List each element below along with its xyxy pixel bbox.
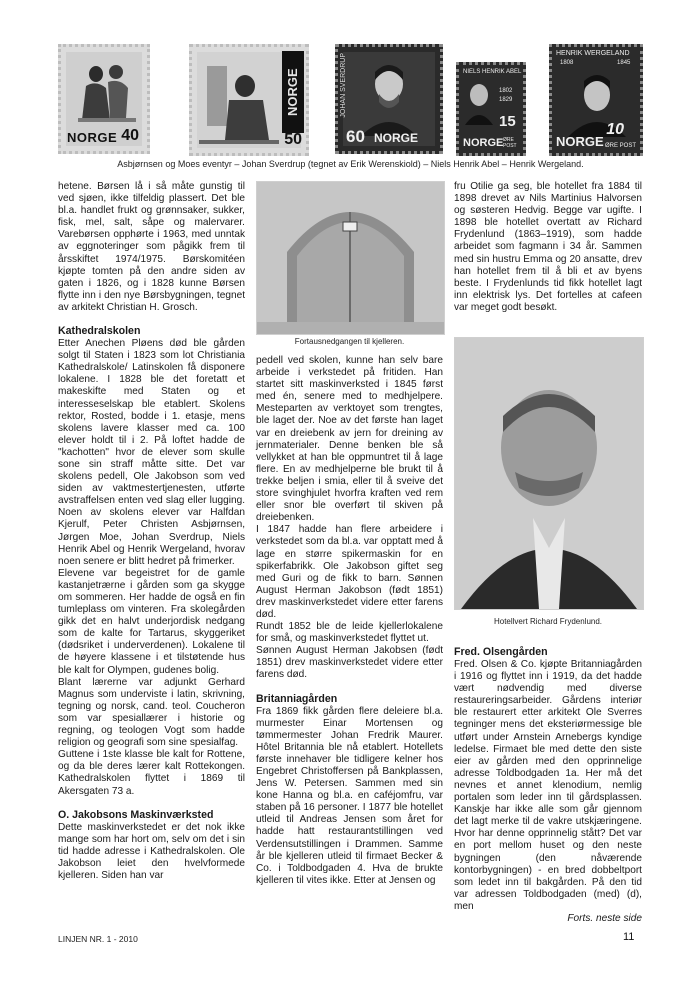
stamp-value: 10 [606,121,624,138]
column-1 [58,181,245,882]
stamp-country: NORGE [463,137,504,149]
heading-fred-olsengarden: Fred. Olsengården [454,646,548,658]
folk-dancers-illustration [68,58,146,128]
stamp-johan-sverdrup [335,44,443,154]
footer-journal: LINJEN NR. 1 - 2010 [58,934,138,944]
stamp-name: HENRIK WERGELAND [556,50,630,57]
stamp-years: 1808 1845 [560,60,631,66]
stamps-row [58,44,643,156]
heading-kathedralskolen: Kathedralskolen [58,325,141,338]
fairy-tale-illustration [199,56,279,146]
sverdrup-portrait [349,56,429,136]
column-2 [256,355,443,887]
stamp-name: NIELS HENRIK ABEL [463,69,522,75]
stamp-years: 1802 1829 [499,88,513,103]
cellar-door-image [257,182,444,334]
frydenlund-portrait [454,337,644,610]
abel-portrait [463,81,495,125]
page-number: 11 [623,931,635,943]
frydenlund-portrait-image [455,338,643,609]
stamp-value: 50 [284,131,302,148]
column-3-bottom [454,646,642,925]
stamp-country: NORGE [67,130,118,145]
continued-note: Forts. neste side [567,912,642,924]
heading-britanniagarden: Britanniagården [256,692,338,705]
heading-maskinverksted: O. Jakobsons Maskinværksted [58,808,214,821]
stamp-country: NORGE [556,134,604,149]
stamp-name-vertical: JOHAN SVERDRUP [340,53,347,118]
stamp-fairy-tale [189,44,309,156]
col1-paragraph-5: Guttene i 1ste klasse ble kalt for Rottene, og da ble deres lærer kalt Rottekongen. Kathedralskolen flyttet i 1869 til Akersgaten 73 a. [58,749,245,797]
stamp-country-vertical [282,51,304,133]
stamp-post: ØRE POST [503,137,517,149]
stamp-value: 40 [121,127,139,144]
stamp-asbjornsen-moe [58,44,150,154]
col3-paragraph-2: Fred. Olsen & Co. kjøpte Britanniagården i 1916 og flyttet inn i 1919, da det hadde vært nødvendig med diverse restaureringsarbeider. Gårdens interiør ble restaurert etter arkitekt Ole Sverres tegninger mens det eksteriørmessige ble utført under Arnstein Arnebergs kyndige ledelse. Firmaet ble med dette den siste eier av gården med den opprinnelige adresse Toldbodgaden 1a. Her må det nevnes et annet klenodium, nemlig portalen som leder inn til gårdsplassen. Kanskje har ikke alle som går gjennom det lagt merke til de vakre utskjæringene. Hvor har denne opprinnelig stått? Det var en port mellom huset og den neste bygningen (den nåværende kontorbygningen) - en bred dobbeltport som ledet inn til bakgården. På den tid var adressen Toldbodgaden (med) (d), men [454,659,642,912]
column-3-top [454,181,642,314]
stamp-post: ØRE POST [604,143,636,149]
col1-paragraph-1: hetene. Børsen lå i så måte gunstig til ved sjøen, ikke tilfeldig plassert. Det ble bl.a. handlet frukt og grønnsaker, sukker, fisk, mel, salt, såpe og malervarer. Varebørsen opphørte i 1963, med unntak av eggnoteringer som pågikk frem til årsskiftet 1974/1975. Børskomitéen kjøpte tomten på den andre siden av gaten i 1826, og i 1828 kunne Børsen flytte inn i den nye Børsbygningen, tegnet av arkitekt Christian H. Grosch. [58,181,245,313]
cellar-photo [256,181,445,335]
col1-paragraph-4: Blant lærerne var adjunkt Gerhard Magnus som underviste i latin, skrivning, tegning og norsk, cand. teol. Coucheron som var spesiallærer i historie og regning, og teologen Vogt som hadde religion og geografi som sine spesialfag. [58,676,245,749]
col1-paragraph-2: Etter Anechen Pløens død ble gården solgt til Staten i 1823 som lot Christiania Kathedralskole/ Latinskolen få disponere lokalene. I 1828 ble det foretatt et makeskifte med Staten og et interesseselskap ble etablert. Skolens rektor, Rosted, bodde i 1. etasje, mens skolens lavere klasser med ca. 100 elever holdt til i 2. På loftet hadde de "kachotten" hvor de elever som skulle sone sin straff måtte sitte. Det var skolens pedell, Ole Jakobson som ved siden av vaktmestertjenesten, utførte avstraffelsen enten ved slag eller lugging. Noen av skolens elever var Halfdan Kjerulf, Peter Christen Asbjørnsen, Jørgen Moe, Johan Sverdrup, Niels Henrik Abel og Henrik Wergeland, hvorav noen senere er blitt hedret på frimerker. [58,338,245,567]
col1-paragraph-3: Elevene var begeistret for de gamle kastanjetrærne i gården som ga skygge om sommeren. Her hadde de også en fin tumleplass om vinteren. Fra skolegården gikk det en halvt underjordisk nedgang som de kalte for Tartarus, skyggeriket (dødsriket i underverdenen). Lokalene til de høyere klassene i et tilstøtende hus ble kalt for Olympen, gudenes bolig. [58,567,245,676]
frydenlund-photo-caption: Hotellvert Richard Frydenlund. [493,617,603,626]
col2-paragraph-4: Sønnen August Herman Jakobsen (født 1851) drev maskinverkstedet videre etter farens død. [256,645,443,681]
stamp-country: NORGE [285,68,300,116]
col2-paragraph-5: Fra 1869 fikk gården flere deleiere bl.a. murmester Einar Mortensen og tømmermester Johan Fredrik Maurer. Hôtel Britannia ble nå etablert. Hotellets første innehaver ble tidligere kelner hos Engebret Christoffersen på Bankplassen, Jens W. Petersen. Sammen med sin kone Hanna og bl.a. en caféjomfru, var staben på 16 personer. I 1877 ble hotellet utleid til Andreas Jensen som året for hadde hatt restaurantstillingen ved Verdensutstillingen i Drammen. Samme år ble kjelleren utleid til firmaet Becker & Co. i Toldbodgaden 4. Hva de brukte kjelleren til vites ikke. Etter at Jensen og [256,705,443,886]
col1-paragraph-6: Dette maskinverkstedet er det nok ikke mange som har hort om, selv om det i sin tid hadde adresse i Kathedralskolen. Ole Jakobson leiet den hvelvformede kjelleren. Siden han var [58,821,245,881]
col3-paragraph-1: fru Otilie ga seg, ble hotellet fra 1884 til 1898 drevet av Nils Martinius Halvorsen og søsteren Hedvig. Begge var ugifte. I 1898 ble hotellet overtatt av Richard Frydenlund (1863–1919), som hadde arbeidet som fagmann i 34 år. Sammen med sin hustru Emma og 20 ansatte, drev han hotellet frem til å bli et av byens beste. I Frydenlunds tid fikk hotellet lagt inn elektrisk lys. Det fortelles at cafeen var meget godt besøkt. [454,181,642,313]
col2-paragraph-2: I 1847 hadde han flere arbeidere i verkstedet som da bl.a. var opptatt med å lage en større spikermaskin for en spikerfabrikk. Ole Jakobson giftet seg med Guri og de fikk to barn. Sønnen August Herman Jakobson (født 1851) drev maskinverkstedet videre etter farens død. [256,524,443,620]
stamp-country: NORGE [374,131,419,145]
stamp-value: 60 [346,127,365,146]
stamp-value: 15 [499,113,516,130]
col2-paragraph-1: pedell ved skolen, kunne han selv bare arbeide i verkstedet på fritiden. Han startet sitt maskinverksted i 1845 først med én, senere med to medhjelpere. Mesteparten av verktoyet som trengtes, ble laget der. Noe av det første han laget var en dreiebenk av jern for dreining av jernmaterialer. Denne benken ble så vellykket at han ble oppmuntret til å lage flere. En av medhjelperne ble brukt til å trekke beljen i smia, eller til å sveive det store svinghjulet hvorfra kraften ved rem eller snor ble overført til skiven på dreiebenken. [256,355,443,524]
col2-paragraph-3: Rundt 1852 ble de leide kjellerlokalene for små, og maskinverkstedet flyttet ut. [256,621,443,645]
stamp-niels-henrik-abel [456,62,526,156]
cellar-photo-caption: Fortausnedgangen til kjelleren. [294,337,405,346]
stamp-henrik-wergeland [549,44,643,156]
stamps-caption: Asbjørnsen og Moes eventyr – Johan Sverdrup (tegnet av Erik Werenskiold) – Niels Henrik Abel – Henrik Wergeland. [117,159,584,169]
